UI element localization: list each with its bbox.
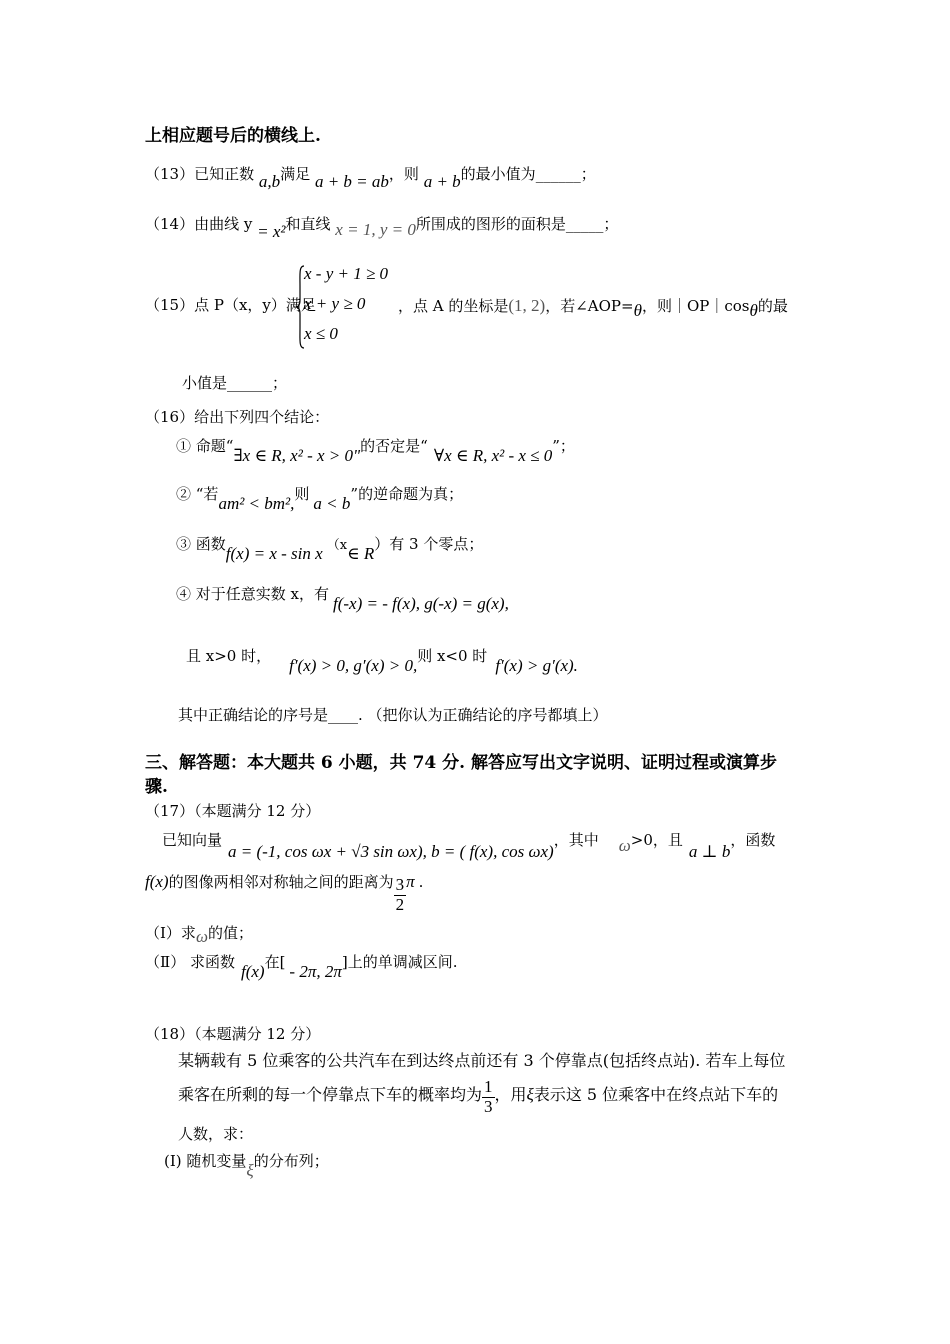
conclusion-text: ② “若 (176, 485, 219, 503)
fraction-denominator: 3 (484, 1096, 493, 1116)
question-text: ； (603, 215, 619, 233)
math-expression: θ (633, 301, 642, 320)
part-text: （Ⅰ）求 (145, 924, 196, 942)
question-15 (145, 296, 316, 314)
question-17-part-2 (145, 952, 458, 981)
question-text: 的最小值为 (460, 165, 536, 183)
math-expression: θ (749, 301, 758, 320)
conclusion-4 (176, 584, 509, 613)
question-16 (145, 408, 329, 426)
question-text: >0，且 (630, 831, 683, 849)
conclusion-text: 则 x<0 时 (417, 647, 488, 665)
question-text: 所围成的图形的面积是 (415, 215, 566, 233)
inequality-row: x + y ≥ 0 (304, 294, 366, 313)
question-text: 已知向量 (162, 831, 223, 849)
math-expression: ω (195, 927, 208, 946)
question-15-continued (398, 296, 788, 320)
conclusion-text: ”； (552, 437, 575, 455)
math-expression: ∀x ∈ R, x² - x ≤ 0 (433, 446, 553, 465)
question-17-stem (162, 830, 776, 861)
answer-blank: ______ (227, 374, 273, 392)
question-18-line2 (178, 1078, 778, 1116)
question-18-line3 (178, 1125, 253, 1143)
math-expression: π (406, 872, 415, 892)
question-score: （本题满分 12 分） (194, 802, 321, 820)
fraction-three-halves (394, 876, 407, 914)
question-text: 和直线 (285, 215, 331, 233)
question-text: 已知正数 (194, 165, 255, 183)
fraction-one-third (482, 1078, 495, 1116)
fraction-denominator: 2 (395, 894, 405, 914)
math-expression: f(x) (145, 872, 169, 892)
question-17-header (145, 802, 320, 820)
question-text: ，点 A 的坐标是 (398, 297, 509, 315)
conclusion-text: ”的逆命题为真； (350, 485, 464, 503)
question-text: 由曲线 y (194, 215, 253, 233)
question-17-stem-line2 (145, 872, 424, 914)
math-expression: a + b = ab (314, 172, 389, 191)
part-text: 的分布列； (253, 1152, 329, 1170)
math-expression: f′(x) > 0, g′(x) > 0, (289, 656, 418, 675)
question-score: （本题满分 12 分） (194, 1025, 321, 1043)
math-expression: f(x) (240, 962, 265, 981)
question-text: 的最 (757, 297, 788, 315)
question-18-header (145, 1025, 320, 1043)
math-expression: a = (-1, cos ωx + √3 sin ωx), b = ( f(x), cos ωx) (228, 842, 554, 861)
question-text: 点 P（x，y）满足 (194, 296, 316, 314)
conclusion-text: 的否定是“ (360, 437, 428, 455)
answer-text: . （把你认为正确结论的序号都填上） (358, 706, 608, 724)
inequality-row: x - y + 1 ≥ 0 (304, 264, 389, 283)
question-text: 乘客在所剩的每一个停靠点下车的概率均为 (178, 1084, 483, 1104)
conclusion-text: 则 (294, 485, 310, 503)
section-3-title (145, 753, 777, 773)
conclusion-text: 且 x>0 时， (186, 647, 272, 665)
question-number: （18） (145, 1025, 195, 1043)
math-expression: f′(x) > g′(x). (495, 656, 578, 675)
math-expression: ξ (246, 1161, 254, 1180)
question-text: ，若∠AOP= (545, 297, 634, 315)
question-14 (145, 214, 619, 241)
conclusion-text: （x (326, 538, 348, 553)
inequality-row: x ≤ 0 (304, 324, 338, 343)
math-expression: = x² (257, 222, 286, 241)
question-text: . (418, 873, 424, 892)
question-number: （14） (145, 215, 195, 233)
conclusion-4-line2 (186, 646, 578, 675)
question-text: 人数，求： (178, 1125, 254, 1143)
question-text: ，则｜OP｜cos (641, 297, 750, 315)
question-text: 某辆载有 5 位乘客的公共汽车在到达终点前还有 3 个停靠点(包括终点站). 若车上每位 (178, 1051, 786, 1070)
math-expression: f(x) = x - sin x (225, 544, 323, 563)
math-expression: ξ (526, 1084, 534, 1104)
fraction-numerator: 1 (484, 1077, 493, 1096)
math-expression: ∈ R (347, 544, 375, 563)
part-text: 的值； (207, 924, 253, 942)
question-number: （13） (145, 165, 195, 183)
math-expression: (1, 2) (508, 296, 546, 315)
answer-blank: ____ (328, 706, 359, 724)
question-text: ； (272, 374, 288, 392)
section-3-title-line2 (145, 777, 168, 797)
part-text: 在[ (264, 953, 286, 971)
question-17-part-1 (145, 923, 253, 946)
math-expression: a < b (313, 494, 351, 513)
fraction-numerator: 3 (395, 875, 405, 894)
question-text: ，用 (494, 1084, 527, 1104)
answer-text: 其中正确结论的序号是 (178, 706, 329, 724)
question-15-line2 (182, 374, 287, 392)
question-text: 给出下列四个结论： (194, 408, 330, 426)
question-text: ，则 (388, 165, 419, 183)
question-text: ，函数 (730, 831, 776, 849)
question-text: ，其中 (553, 831, 599, 849)
math-expression: a,b (258, 172, 281, 191)
conclusion-text: ④ 对于任意实数 x，有 (176, 585, 329, 603)
section-title-text: 骤. (145, 777, 168, 797)
question-number: （15） (145, 296, 195, 314)
heading-text: 上相应题号后的横线上. (145, 126, 321, 146)
math-expression: ∃x ∈ R, x² - x > 0" (233, 446, 361, 465)
conclusion-3 (176, 534, 484, 563)
question-18-part-1 (164, 1151, 329, 1180)
part-text: ]上的单调减区间. (341, 953, 458, 971)
conclusion-1 (176, 436, 575, 465)
section-title-text: 三、解答题：本大题共 6 小题，共 74 分. 解答应写出文字说明、证明过程或演算步 (145, 753, 777, 773)
question-text: 表示这 5 位乘客中在终点站下车的 (533, 1084, 779, 1104)
answer-blank: ______ (535, 165, 581, 183)
question-text: 的图像两相邻对称轴之间的距离为 (168, 873, 394, 892)
question-16-answer (178, 706, 608, 724)
answer-blank: _____ (565, 215, 604, 233)
question-number: （17） (145, 802, 195, 820)
math-expression: ω (618, 836, 631, 855)
conclusion-text: ）有 3 个零点； (374, 535, 484, 553)
question-18-line1 (178, 1051, 785, 1070)
math-expression: a ⊥ b (688, 842, 731, 861)
part-text: (Ⅰ) 随机变量 (164, 1152, 247, 1170)
question-text: 小值是 (182, 374, 228, 392)
math-expression: - 2π, 2π (289, 962, 342, 981)
question-13 (145, 164, 596, 191)
conclusion-2 (176, 484, 464, 513)
math-expression: a + b (423, 172, 461, 191)
conclusion-text: ① 命题“ (176, 437, 234, 455)
math-expression: am² < bm², (218, 494, 295, 513)
math-expression: f(-x) = - f(x), g(-x) = g(x), (333, 594, 509, 613)
conclusion-text: ③ 函数 (176, 535, 226, 553)
question-text: ； (580, 165, 596, 183)
question-number: （16） (145, 408, 195, 426)
question-text: 满足 (280, 165, 311, 183)
part-text: （Ⅱ） 求函数 (145, 953, 235, 971)
math-expression: x = 1, y = 0 (335, 220, 416, 239)
instruction-heading (145, 126, 321, 146)
